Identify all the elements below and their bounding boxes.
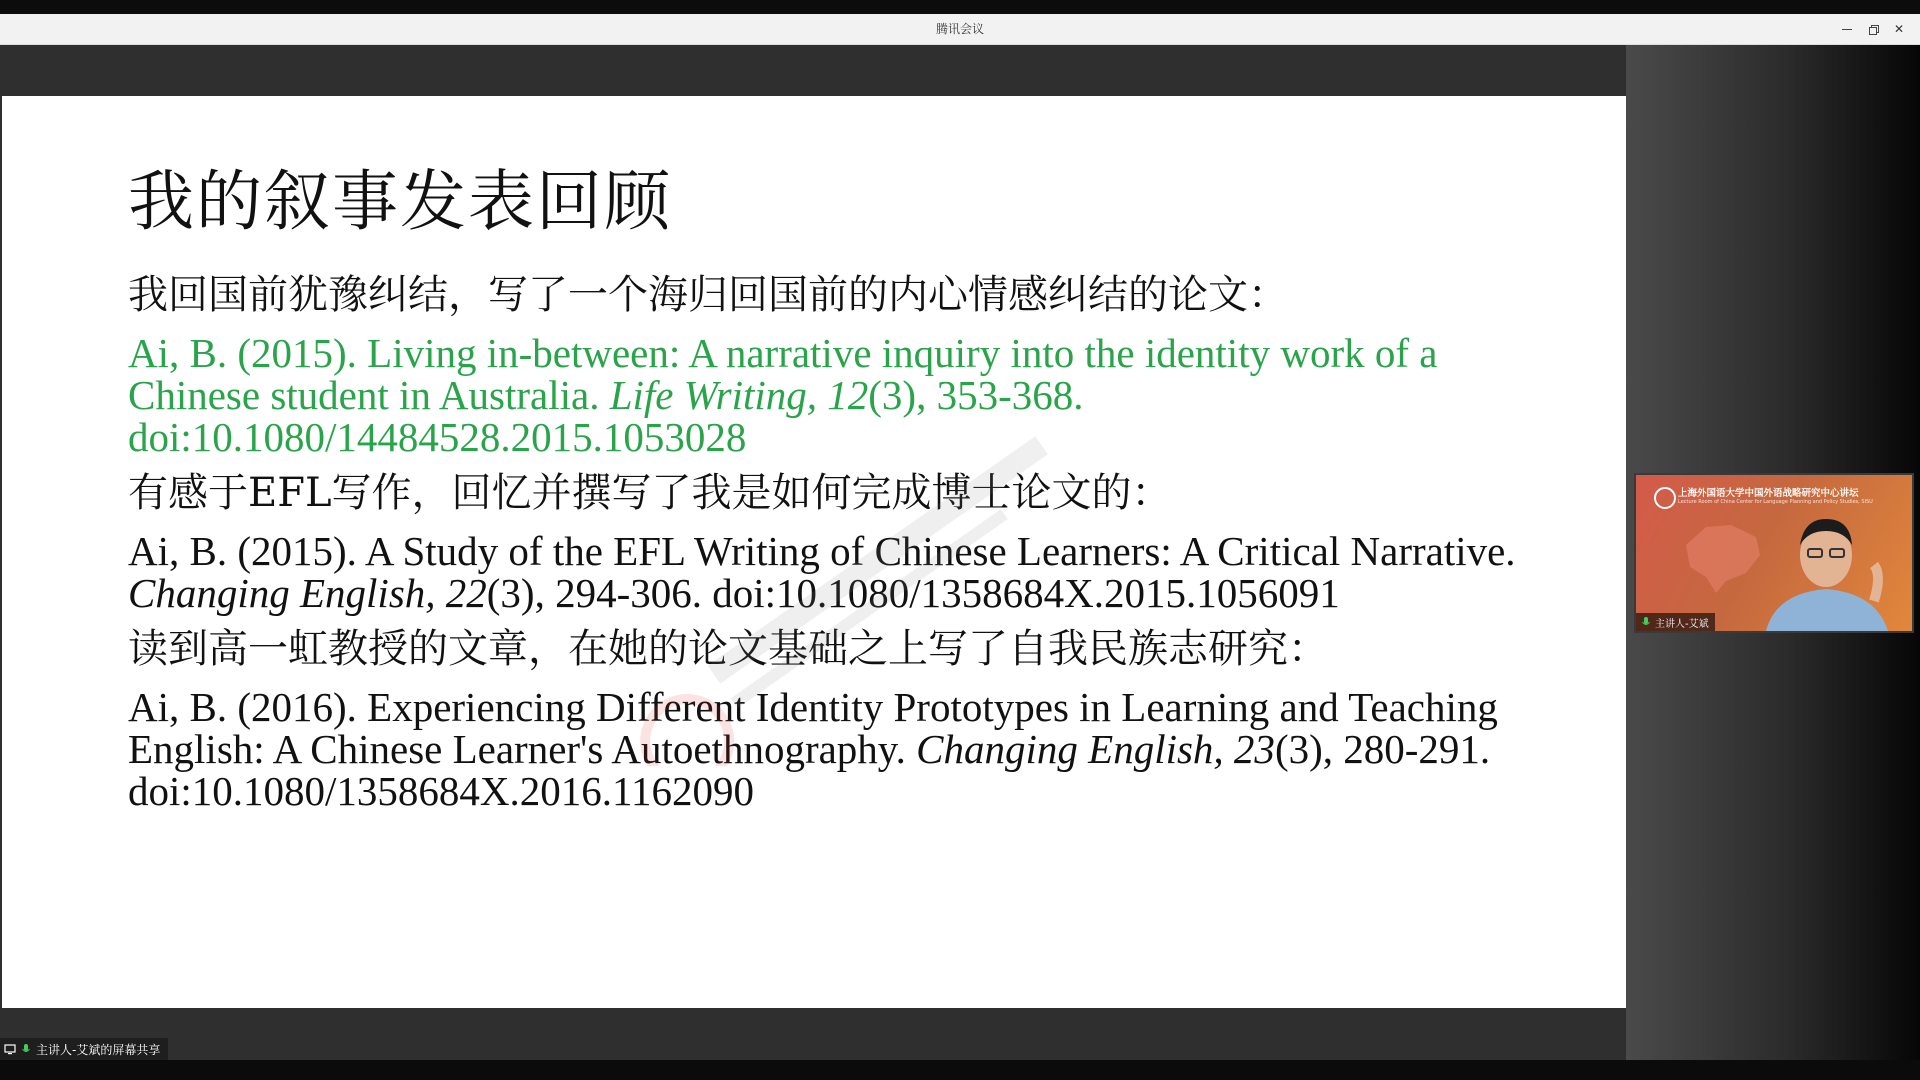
reference-text — [128, 332, 1548, 458]
section-heading: 有感于EFL写作，回忆并撰写了我是如何完成博士论文的： — [128, 470, 1172, 516]
section-heading: 读到高一虹教授的文章，在她的论文基础之上写了自我民族志研究： — [128, 626, 1328, 672]
reference-details: (3), 353-368. doi:10.1080/14484528.2015.1053028 — [128, 372, 1084, 460]
reference-authors: Ai, B. (2015). A Study of the EFL Writing of Chinese Learners: A Critical Narrative. — [128, 528, 1516, 574]
reference-journal: Life Writing, 12 — [609, 372, 869, 418]
shared-slide — [2, 96, 1626, 1008]
reference-details: (3), 280-291. doi:10.1080/1358684X.2016.1162090 — [128, 726, 1491, 814]
banner-subtitle: Lecture Room of China Center for Language Planning and Policy Studies, SISU — [1678, 499, 1873, 505]
window-controls — [1834, 14, 1912, 44]
slide-body — [128, 268, 1548, 812]
section-heading: 我回国前犹豫纠结，写了一个海归回国前的内心情感纠结的论文： — [128, 272, 1288, 318]
reference-journal: Changing English, 23 — [916, 726, 1275, 772]
screen-share-label — [0, 1038, 168, 1060]
speaker-name-tag — [1636, 613, 1715, 631]
mic-icon — [1640, 616, 1652, 628]
reference-authors: Ai, B. (2015). Living in-between: A narrative inquiry into the identity work of a Chinese student in Australia. — [128, 330, 1438, 418]
speaker-avatar — [1756, 505, 1896, 631]
window-title: 腾讯会议 — [935, 22, 984, 36]
restore-button[interactable] — [1860, 14, 1886, 44]
titlebar — [0, 14, 1920, 45]
reference-authors: Ai, B. (2016). Experiencing Different Identity Prototypes in Learning and Teaching English: A Chinese Learner's Autoethnography. — [128, 684, 1498, 772]
close-button[interactable] — [1886, 14, 1912, 44]
speaker-name: 主讲人-艾斌 — [1655, 618, 1709, 630]
reference-details: (3), 294-306. doi:10.1080/1358684X.2015.1056091 — [486, 570, 1340, 616]
bottom-strip — [0, 1060, 1920, 1080]
mic-icon — [20, 1043, 32, 1055]
slide-title: 我的叙事发表回顾 — [128, 163, 672, 240]
close-icon: ✕ — [1893, 22, 1905, 36]
restore-icon — [1869, 25, 1878, 34]
top-strip — [0, 0, 1920, 14]
institution-logo-icon — [1654, 487, 1676, 509]
reference-text — [128, 530, 1548, 614]
reference-text — [128, 686, 1548, 812]
china-map-icon — [1676, 515, 1766, 595]
speaker-video-tile[interactable] — [1634, 473, 1914, 633]
banner-title: 上海外国语大学中国外语战略研究中心讲坛 — [1678, 488, 1859, 499]
share-label-text: 主讲人-艾斌的屏幕共享 — [36, 1042, 161, 1057]
minimize-icon — [1842, 29, 1852, 30]
minimize-button[interactable] — [1834, 14, 1860, 44]
screen-share-icon — [4, 1043, 16, 1055]
reference-journal: Changing English, 22 — [128, 570, 487, 616]
